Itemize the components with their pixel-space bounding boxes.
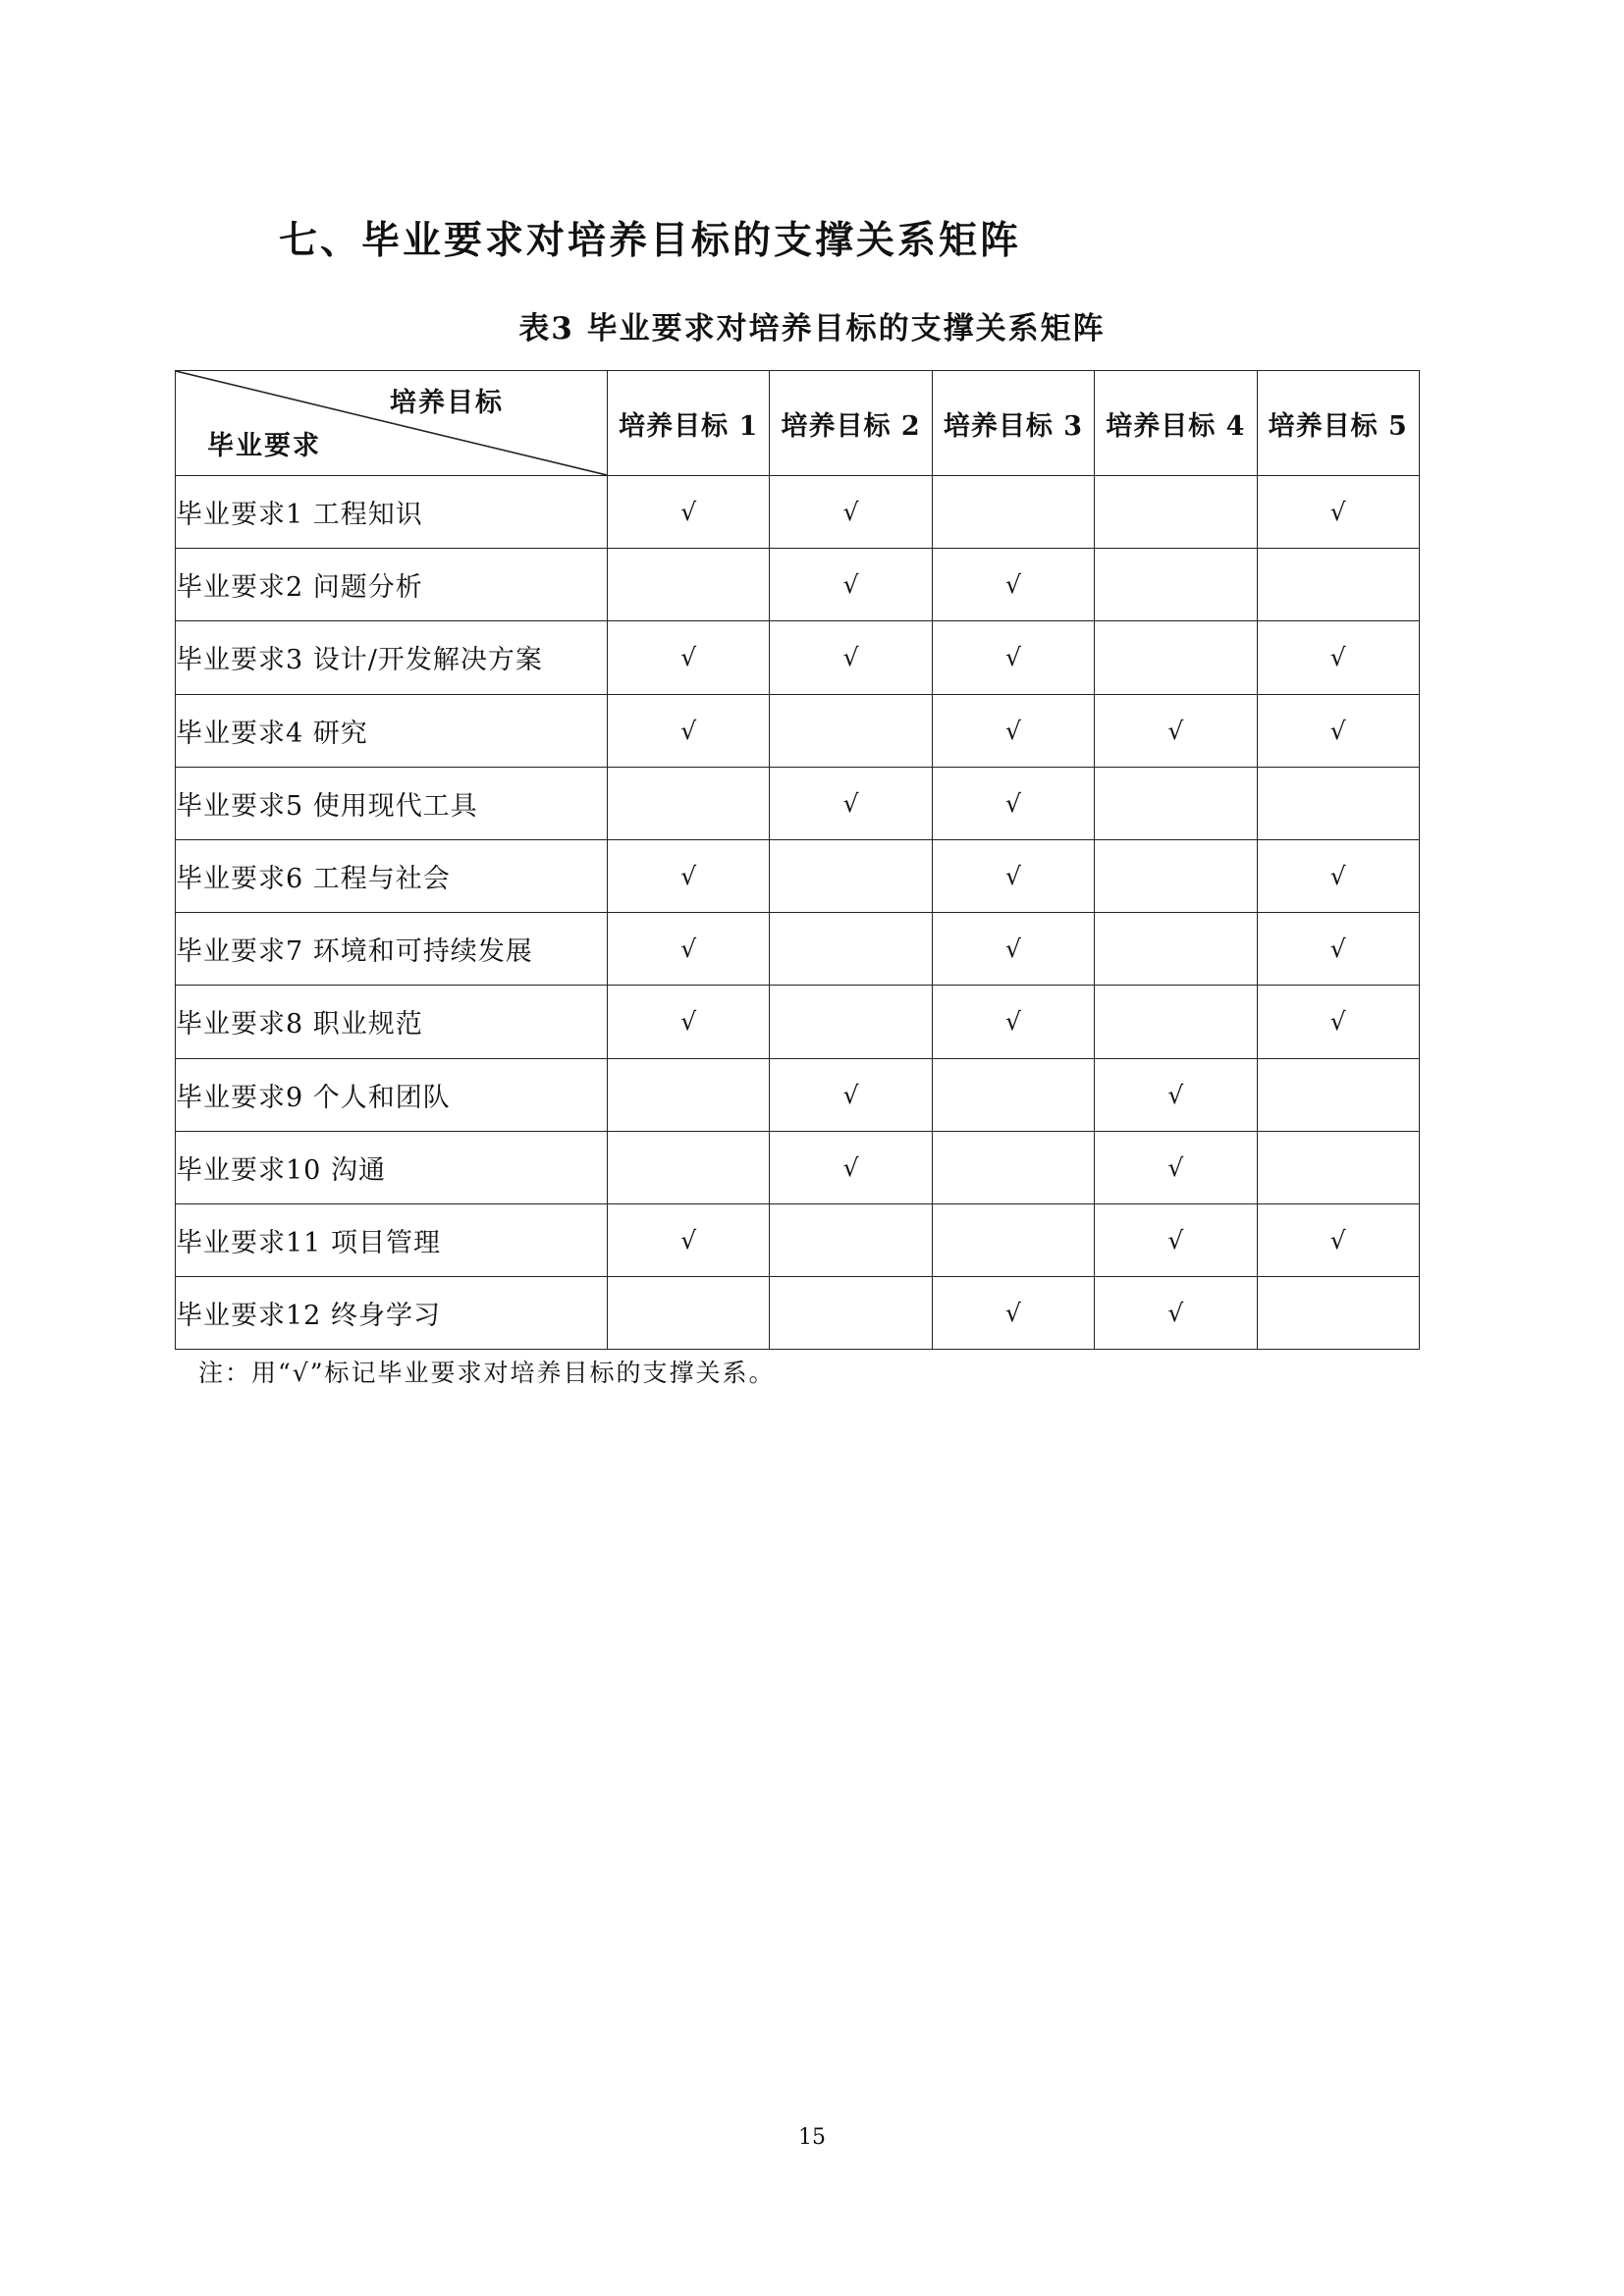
support-check-mark: √: [608, 1203, 770, 1276]
empty-cell: [770, 913, 932, 986]
support-matrix-table: [175, 370, 1420, 1350]
table-row: [176, 1277, 1420, 1350]
support-check-mark: √: [770, 476, 932, 549]
page-number: 15: [798, 2125, 826, 2150]
support-check-mark: √: [608, 621, 770, 694]
support-check-mark: √: [770, 767, 932, 839]
support-check-mark: √: [932, 913, 1094, 986]
empty-cell: [770, 1203, 932, 1276]
empty-cell: [608, 1131, 770, 1203]
table-row: [176, 986, 1420, 1058]
support-check-mark: √: [608, 986, 770, 1058]
empty-cell: [1095, 839, 1257, 912]
empty-cell: [608, 1058, 770, 1131]
table-row: [176, 839, 1420, 912]
empty-cell: [932, 1058, 1094, 1131]
empty-cell: [1257, 1058, 1419, 1131]
table-row: [176, 767, 1420, 839]
support-check-mark: √: [1257, 621, 1419, 694]
empty-cell: [932, 1203, 1094, 1276]
support-check-mark: √: [932, 549, 1094, 621]
column-header: 培养目标 3: [932, 371, 1094, 476]
requirement-label: 毕业要求1 工程知识: [176, 476, 608, 549]
requirement-label: 毕业要求5 使用现代工具: [176, 767, 608, 839]
empty-cell: [1095, 549, 1257, 621]
column-header: 培养目标 5: [1257, 371, 1419, 476]
empty-cell: [1257, 1277, 1419, 1350]
support-check-mark: √: [1095, 1131, 1257, 1203]
support-check-mark: √: [1257, 694, 1419, 767]
support-check-mark: √: [1095, 1058, 1257, 1131]
empty-cell: [1257, 549, 1419, 621]
table-row: [176, 913, 1420, 986]
requirement-label: 毕业要求3 设计/开发解决方案: [176, 621, 608, 694]
empty-cell: [1095, 986, 1257, 1058]
empty-cell: [608, 1277, 770, 1350]
corner-header-cell: [176, 371, 608, 476]
support-check-mark: √: [608, 476, 770, 549]
empty-cell: [1257, 767, 1419, 839]
empty-cell: [770, 1277, 932, 1350]
empty-cell: [608, 767, 770, 839]
table-caption: 表3 毕业要求对培养目标的支撑关系矩阵: [518, 311, 1106, 347]
column-header: 培养目标 1: [608, 371, 770, 476]
support-check-mark: √: [770, 549, 932, 621]
column-header: 培养目标 2: [770, 371, 932, 476]
support-check-mark: √: [608, 839, 770, 912]
empty-cell: [1095, 767, 1257, 839]
table-row: [176, 621, 1420, 694]
corner-label-goals: 培养目标: [390, 388, 504, 418]
empty-cell: [1095, 913, 1257, 986]
requirement-label: 毕业要求11 项目管理: [176, 1203, 608, 1276]
support-check-mark: √: [932, 621, 1094, 694]
empty-cell: [770, 986, 932, 1058]
empty-cell: [608, 549, 770, 621]
support-check-mark: √: [1095, 1277, 1257, 1350]
table-header-row: [176, 371, 1420, 476]
requirement-label: 毕业要求6 工程与社会: [176, 839, 608, 912]
requirement-label: 毕业要求9 个人和团队: [176, 1058, 608, 1131]
requirement-label: 毕业要求2 问题分析: [176, 549, 608, 621]
support-check-mark: √: [1257, 1203, 1419, 1276]
corner-label-requirements: 毕业要求: [207, 431, 321, 461]
support-check-mark: √: [608, 694, 770, 767]
requirement-label: 毕业要求12 终身学习: [176, 1277, 608, 1350]
support-check-mark: √: [1095, 1203, 1257, 1276]
requirement-label: 毕业要求7 环境和可持续发展: [176, 913, 608, 986]
table-body: [176, 476, 1420, 1350]
requirement-label: 毕业要求4 研究: [176, 694, 608, 767]
empty-cell: [932, 476, 1094, 549]
support-check-mark: √: [1257, 476, 1419, 549]
empty-cell: [770, 839, 932, 912]
support-check-mark: √: [932, 767, 1094, 839]
support-check-mark: √: [1095, 694, 1257, 767]
support-check-mark: √: [770, 1131, 932, 1203]
empty-cell: [770, 694, 932, 767]
empty-cell: [1257, 1131, 1419, 1203]
support-check-mark: √: [1257, 986, 1419, 1058]
column-header: 培养目标 4: [1095, 371, 1257, 476]
support-check-mark: √: [932, 1277, 1094, 1350]
support-check-mark: √: [770, 1058, 932, 1131]
requirement-label: 毕业要求8 职业规范: [176, 986, 608, 1058]
section-heading: 七、毕业要求对培养目标的支撑关系矩阵: [279, 218, 1022, 263]
support-check-mark: √: [1257, 913, 1419, 986]
table-row: [176, 549, 1420, 621]
empty-cell: [1095, 621, 1257, 694]
table-row: [176, 1131, 1420, 1203]
empty-cell: [932, 1131, 1094, 1203]
support-check-mark: √: [932, 839, 1094, 912]
support-check-mark: √: [1257, 839, 1419, 912]
support-check-mark: √: [932, 986, 1094, 1058]
support-check-mark: √: [932, 694, 1094, 767]
table-footnote: 注：用“√”标记毕业要求对培养目标的支撑关系。: [198, 1359, 776, 1387]
requirement-label: 毕业要求10 沟通: [176, 1131, 608, 1203]
table-row: [176, 694, 1420, 767]
empty-cell: [1095, 476, 1257, 549]
support-check-mark: √: [770, 621, 932, 694]
table-row: [176, 476, 1420, 549]
support-check-mark: √: [608, 913, 770, 986]
table-row: [176, 1058, 1420, 1131]
table-row: [176, 1203, 1420, 1276]
